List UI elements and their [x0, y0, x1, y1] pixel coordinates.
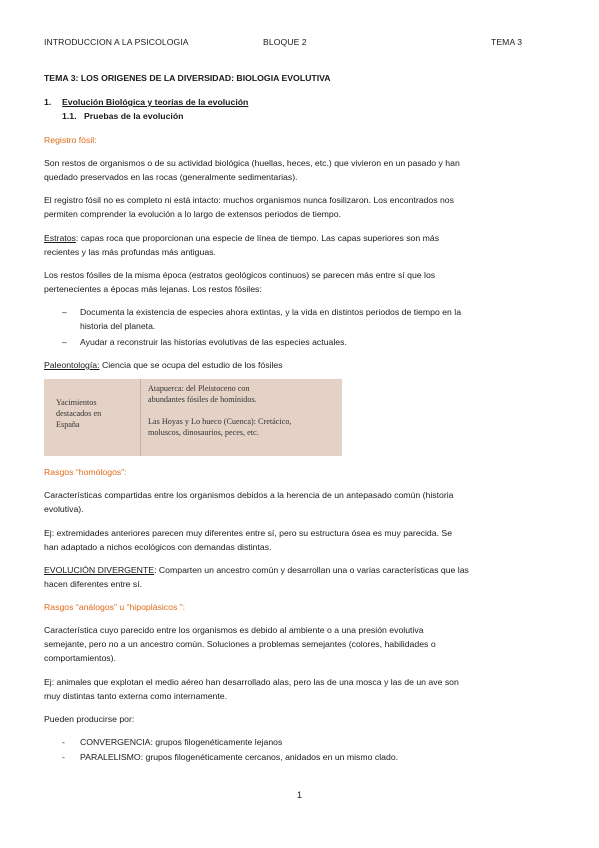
dash-bullet: –: [62, 307, 67, 317]
page-number: 1: [296, 790, 302, 800]
registro-p1-line2: quedado preservados en las rocas (generalmente sedimentarias).: [44, 172, 298, 182]
list-item: [62, 735, 522, 749]
table-left-line1: Yacimientos: [56, 398, 97, 407]
divergente-definition: : Comparten un ancestro común y desarrollan una o varias características que las: [154, 565, 469, 575]
dash-bullet: -: [62, 752, 65, 762]
estratos-term: Estratos: [44, 233, 76, 243]
subsection-1-1-number: 1.1.: [62, 111, 77, 121]
header-topic: TEMA 3: [491, 37, 523, 47]
paleontologia-line: [44, 358, 522, 372]
homologos-p1-line1: Características compartidas entre los organismos debidos a la herencia de un antepasado común (historia: [44, 490, 454, 500]
header-block: BLOQUE 2: [263, 37, 307, 47]
table-left-cell: [56, 397, 136, 430]
list-item: [62, 750, 522, 764]
analogos-p1-line3: comportamientos).: [44, 653, 116, 663]
homologos-p2-line1: Ej: extremidades anteriores parecen muy diferentes entre sí, pero su estructura ósea es muy parecida. Se: [44, 528, 453, 538]
list-item-text: CONVERGENCIA: grupos filogenéticamente lejanos: [80, 737, 283, 747]
homologos-p1-line2: evolutiva).: [44, 504, 84, 514]
analogos-p3: Pueden producirse por:: [44, 714, 135, 724]
table-right-cell: [148, 383, 340, 438]
table-right-a2: abundantes fósiles de homínidos.: [148, 395, 257, 404]
estratos-definition: : capas roca que proporcionan una especie de línea de tiempo. Las capas superiores son más: [75, 233, 440, 243]
analogos-heading: Rasgos “análogos” u “hipoplásicos ”:: [44, 602, 186, 612]
dash-bullet: –: [62, 337, 67, 347]
registro-p3-line2: pertenecientes a épocas más lejanas. Los restos fósiles:: [44, 284, 262, 294]
list-item-line2: historia del planeta.: [80, 321, 156, 331]
estratos-line2: recientes y las más profundas más antiguas.: [44, 247, 216, 257]
table-right-b2: moluscos, dinosaurios, peces, etc.: [148, 428, 259, 437]
estratos-line1: [44, 231, 522, 245]
list-item: [62, 335, 522, 349]
table-left-line2: destacados en: [56, 409, 102, 418]
registro-p2-line2: permiten comprender la evolución a lo largo de extensos periodos de tiempo.: [44, 209, 341, 219]
registro-p3-line1: Los restos fósiles de la misma época (estratos geológicos continuos) se parecen más entre sí que los: [44, 270, 436, 280]
section-1-number: 1.: [44, 97, 52, 107]
analogos-p2-line1: Ej: animales que explotan el medio aéreo han desarrollado alas, pero las de una mosca y las de un ave son: [44, 677, 459, 687]
divergente-line1: [44, 563, 522, 577]
table-right-b1: Las Hoyas y Lo hueco (Cuenca): Cretácico,: [148, 417, 292, 426]
registro-fosil-heading: Registro fósil:: [44, 135, 97, 145]
registro-p1-line1: Son restos de organismos o de su actividad biológica (huellas, heces, etc.) que vivieron en un pasado y han: [44, 158, 460, 168]
list-item-text: PARALELISMO: grupos filogenéticamente cercanos, anidados en un mismo clado.: [80, 752, 399, 762]
analogos-p2-line2: muy distintas tanto externa como internamente.: [44, 691, 228, 701]
header-course: INTRODUCCION A LA PSICOLOGIA: [44, 37, 189, 47]
analogos-p1-line2: semejante, pero no a un ancestro común. Soluciones a problemas semejantes (colores, habilidades o: [44, 639, 436, 649]
paleontologia-definition: Ciencia que se ocupa del estudio de los fósiles: [99, 360, 283, 370]
yacimientos-table: [44, 379, 342, 456]
list-item: [62, 305, 522, 333]
table-divider: [140, 379, 141, 456]
table-left-line3: España: [56, 420, 80, 429]
analogos-p1-line1: Característica cuyo parecido entre los organismos es debido al ambiente o a una presión evolutiva: [44, 625, 424, 635]
divergente-line2: hacen diferentes entre sí.: [44, 579, 143, 589]
paleontologia-term: Paleontología:: [44, 360, 100, 370]
table-right-a1: Atapuerca: del Pleistoceno con: [148, 384, 250, 393]
document-title: TEMA 3: LOS ORIGENES DE LA DIVERSIDAD: BIOLOGIA EVOLUTIVA: [44, 73, 331, 83]
dash-bullet: -: [62, 737, 65, 747]
homologos-p2-line2: han adaptado a nichos ecológicos con demandas distintas.: [44, 542, 272, 552]
divergente-term: EVOLUCIÓN DIVERGENTE: [44, 565, 155, 575]
section-1-heading: Evolución Biológica y teorías de la evolución: [62, 97, 249, 107]
registro-p2-line1: El registro fósil no es completo ni está intacto: muchos organismos nunca fosilizaron. Los encontrados nos: [44, 195, 454, 205]
list-item-line1: Documenta la existencia de especies ahora extintas, y la vida en distintos periodos de tiempo en la: [80, 307, 462, 317]
list-item-line1: Ayudar a reconstruir las historias evolutivas de las especies actuales.: [80, 337, 347, 347]
homologos-heading: Rasgos “homólogos”:: [44, 467, 127, 477]
subsection-1-1-heading: Pruebas de la evolución: [84, 111, 184, 121]
